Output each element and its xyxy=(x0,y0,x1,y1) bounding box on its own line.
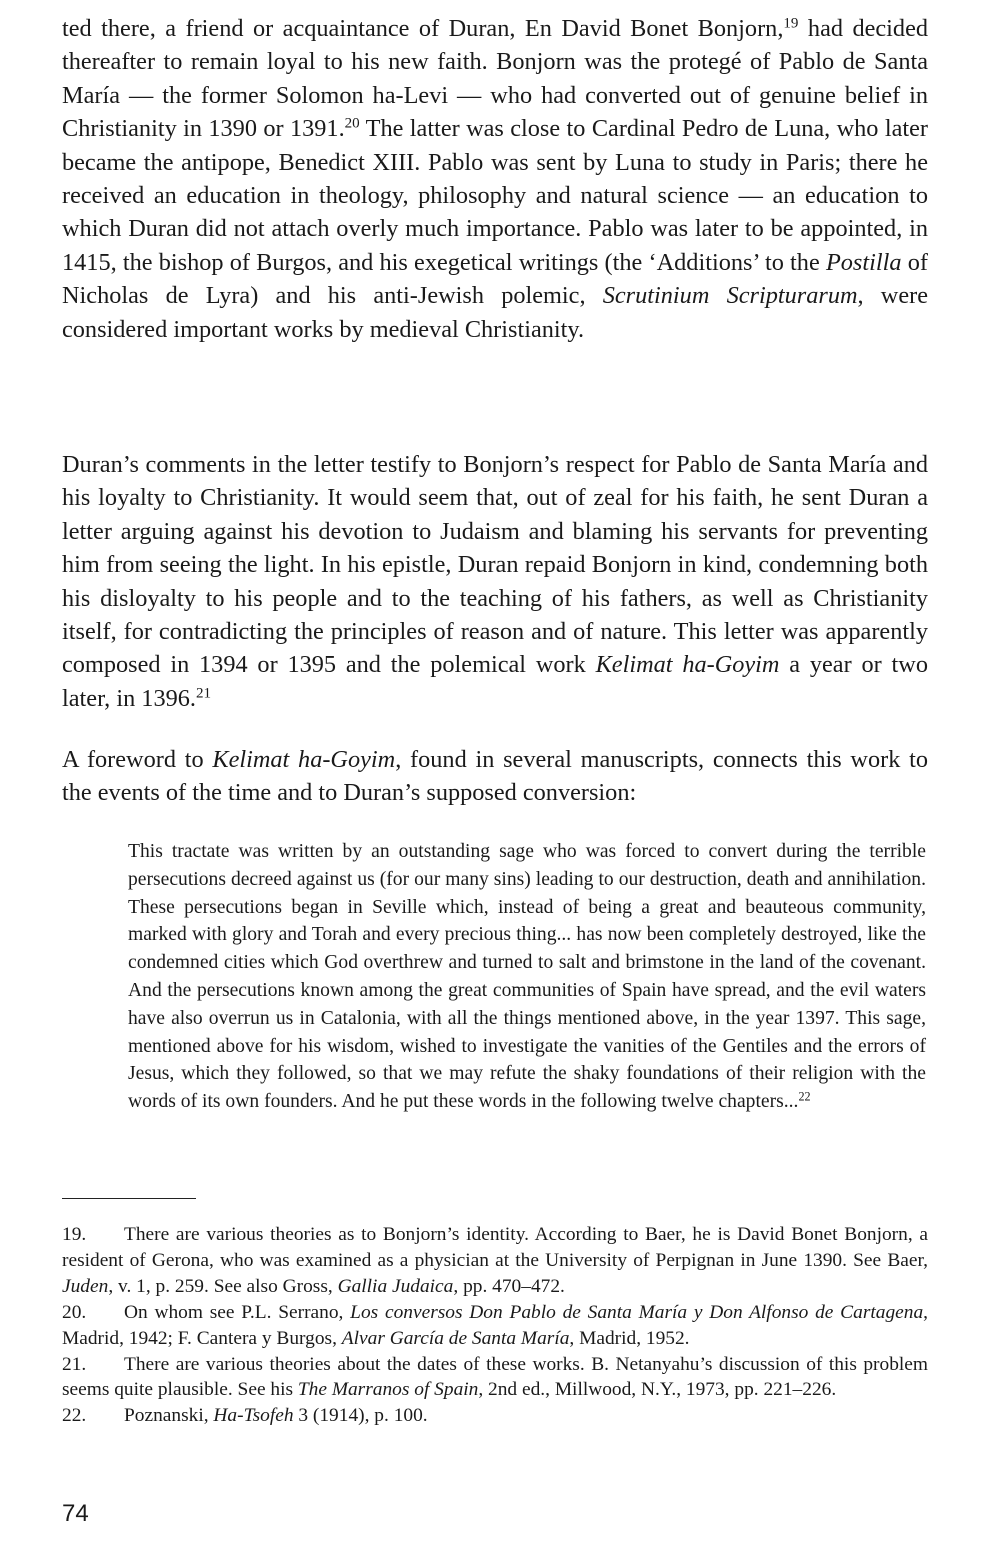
italic-title: Kelimat ha-Goyim xyxy=(595,651,780,679)
italic-title: Postilla xyxy=(825,248,902,276)
body-paragraph-2 xyxy=(62,448,928,715)
text-run: Duran’s comments in the letter testify to Bonjorn’s respect for Pablo de Santa María and his loyalty to Christianity. It would seem that, out of zeal for his faith, he sent Duran a letter arguing against his devotion to Judaism and blaming his servants for preventing him from seeing the light. In his epistle, Duran repaid Bonjorn in kind, condemning both his disloyalty to his people and to the teaching of his fathers, as well as Christianity itself, for contradicting the principles of reason and of nature. This letter was apparently composed in 1394 or 1395 and the polemical work xyxy=(62,451,928,679)
text-run: of Nicholas de Lyra) and his anti-Jewish polemic, xyxy=(62,248,928,310)
footnote-ref-21: 21 xyxy=(195,685,212,702)
footnote-number: 22. xyxy=(62,1405,87,1427)
footnote-ref-20: 20 xyxy=(344,115,360,132)
text-run: , 2nd ed., Millwood, N.Y., 1973, pp. 221–226. xyxy=(478,1379,837,1401)
text-run: , were considered important works by medieval Christianity. xyxy=(62,282,929,343)
quote-text: This tractate was written by an outstanding sage who was forced to convert during the terrible persecutions decreed against us (for our many sins) leading to our destruction, death and annihilation. These persecutions began in Seville which, instead of being a great and beauteous community, marked with glory and Torah and every precious thing... has now been completely destroyed, like the condemned cities which God overthrew and turned to salt and brimstone in the land of the covenant. And the persecutions known among the great communities of Spain have spread, and the evil waters have also overrun us in Catalonia, with all the things mentioned above, in the year 1397. This sage, mentioned above for his wisdom, wished to investigate the vanities of the Gentiles and the errors of Jesus, which they followed, so that we may refute the shaky foundations of their religion with the words of its own founders. And he put these words in the following twelve chapters... xyxy=(128,841,926,1113)
italic-title: Juden xyxy=(62,1275,109,1297)
footnote-20 xyxy=(62,1300,928,1352)
text-run: Poznanski, xyxy=(124,1405,214,1427)
text-run: , pp. 470–472. xyxy=(453,1275,565,1297)
text-run: , Madrid, 1952. xyxy=(569,1327,690,1349)
text-run: ted there, a friend or acquaintance of Duran, En David Bonet Bonjorn, xyxy=(62,15,784,42)
text-run: There are various theories as to Bonjorn’s identity. According to Baer, he is David Bonet Bonjorn, a resident of Gerona, who was examined as a physician at the University of Perpignan in June 1390. See Baer, xyxy=(62,1224,928,1271)
text-run: There are various theories about the dates of these works. B. Netanyahu’s discussion of this problem seems quite plausible. See his xyxy=(62,1353,928,1401)
text-run: On whom see P.L. Serrano, xyxy=(124,1301,351,1323)
text-run: , Madrid, 1942; F. Cantera y Burgos, xyxy=(62,1301,928,1349)
text-run: a year or two later, in 1396. xyxy=(62,651,928,712)
text-run: , found in several manuscripts, connects this work to the events of the time and to Duran’s supposed conversion: xyxy=(62,746,928,807)
italic-title: Gallia Judaica xyxy=(337,1275,454,1297)
italic-title: Ha-Tsofeh xyxy=(213,1405,294,1427)
italic-title: Kelimat ha-Goyim xyxy=(212,746,396,773)
footnote-22 xyxy=(62,1403,928,1429)
footnotes xyxy=(62,1222,928,1429)
body-paragraph-3 xyxy=(62,743,928,810)
text-run: , v. 1, p. 259. See also Gross, xyxy=(108,1275,338,1297)
block-quote xyxy=(128,838,926,1116)
footnote-divider xyxy=(62,1198,196,1199)
text-run: 3 (1914), p. 100. xyxy=(293,1405,428,1427)
body-paragraph-1 xyxy=(62,12,928,346)
text-run: had decided thereafter to remain loyal to his new faith. Bonjorn was the protegé of Pablo de Santa María — the former Solomon ha-Levi — who had converted out of genuine belief in Christianity in 1390 or 1391. xyxy=(62,15,929,143)
footnote-ref-22: 22 xyxy=(798,1089,811,1104)
footnote-number: 20. xyxy=(62,1301,87,1323)
footnote-19 xyxy=(62,1222,928,1300)
text-run: A foreword to xyxy=(62,746,213,773)
footnote-number: 19. xyxy=(62,1224,87,1245)
italic-title: The Marranos of Spain xyxy=(297,1379,479,1401)
page-number: 74 xyxy=(62,1500,89,1527)
footnote-ref-19: 19 xyxy=(783,15,799,32)
text-run: The latter was close to Cardinal Pedro de Luna, who later became the antipope, Benedict XIII. Pablo was sent by Luna to study in Paris; there he received an education in theology, philosophy and natural science — an education to which Duran did not attach overly much importance. Pablo was later to be appointed, in 1415, the bishop of Burgos, and his exegetical writings (the ‘Additions’ to the xyxy=(62,115,928,276)
footnote-21 xyxy=(62,1352,928,1404)
italic-title: Los conversos Don Pablo de Santa María y Don Alfonso de Cartagena xyxy=(350,1301,924,1323)
footnote-number: 21. xyxy=(62,1353,87,1375)
italic-title: Alvar García de Santa María xyxy=(341,1327,570,1349)
italic-title: Scrutinium Scripturarum xyxy=(602,282,858,310)
